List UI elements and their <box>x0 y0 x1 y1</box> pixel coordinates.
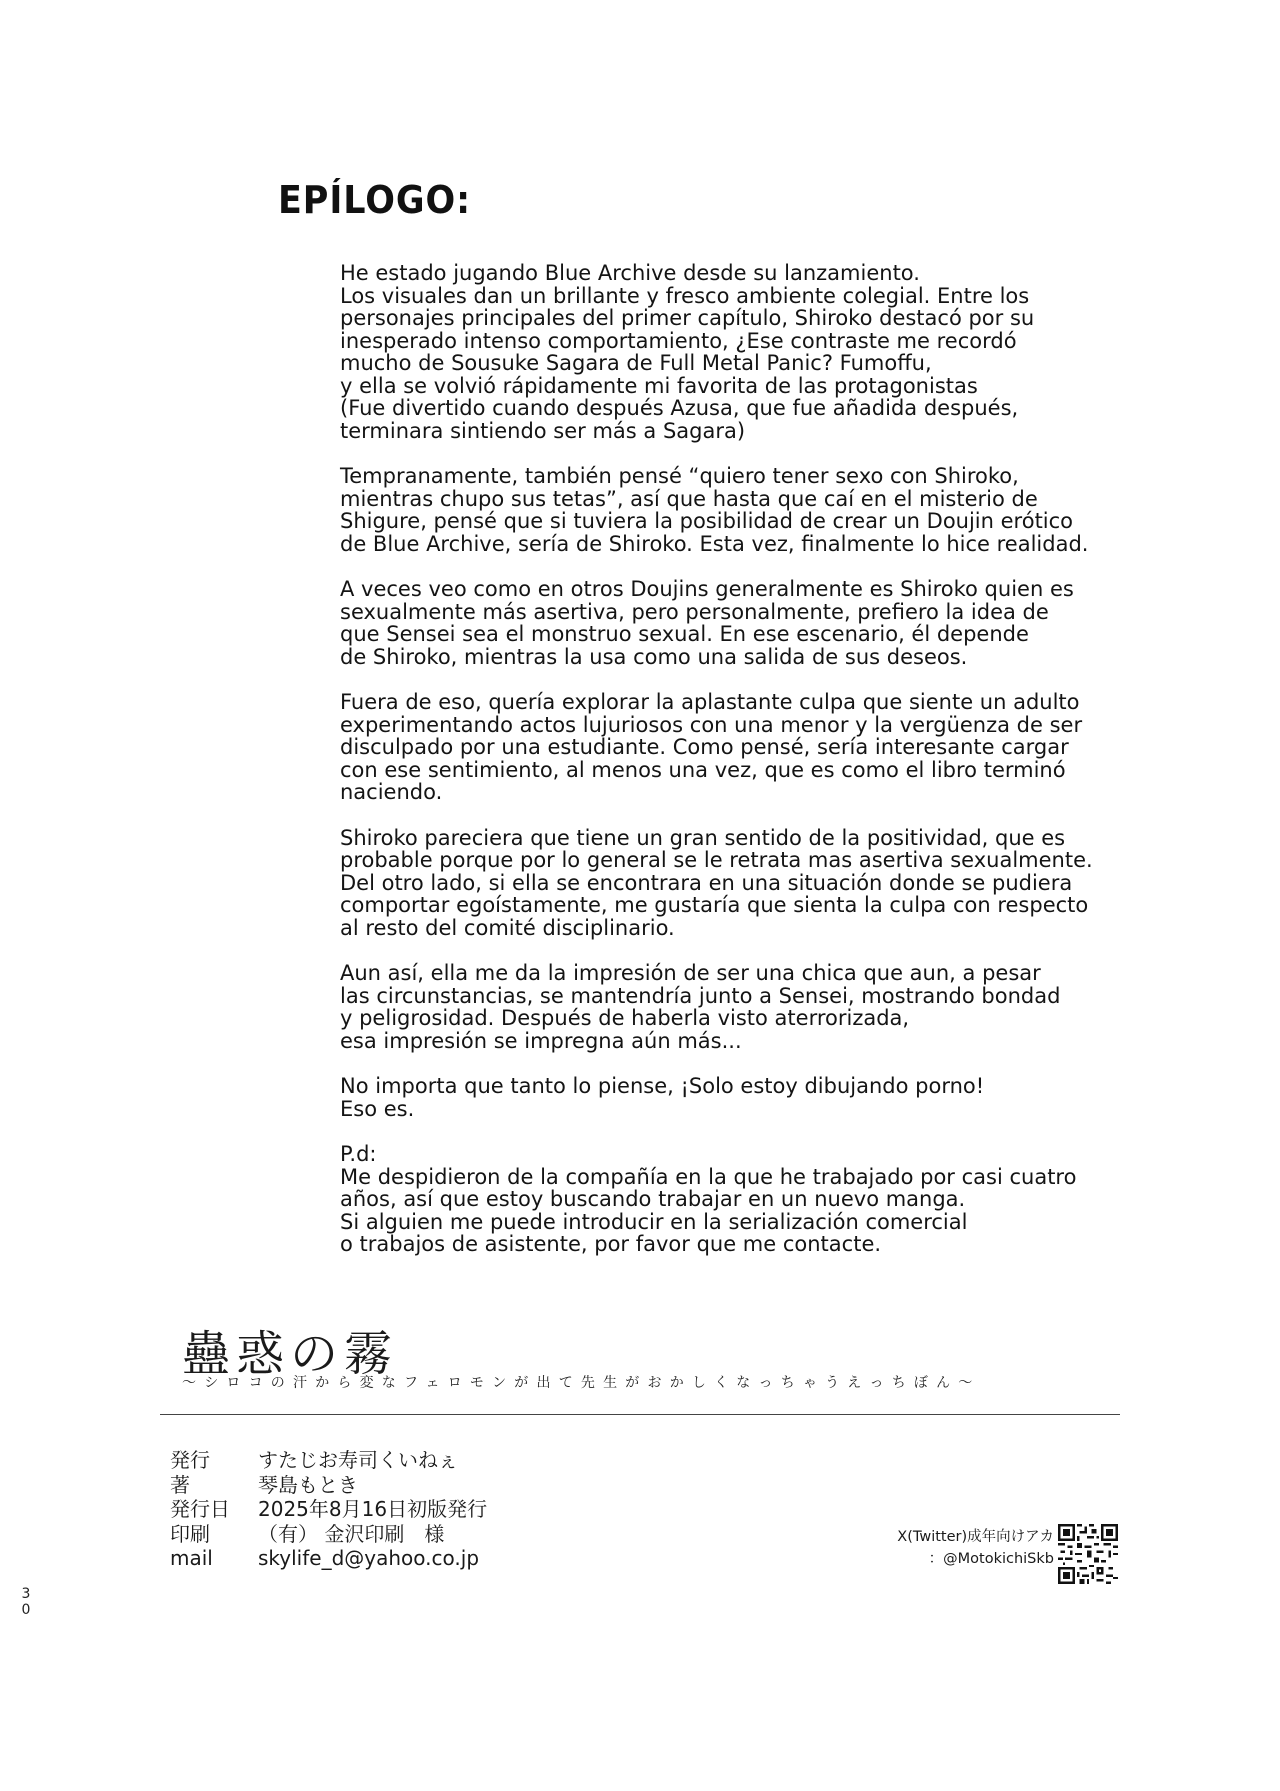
credit-value: すたじお寿司くいねぇ <box>258 1448 458 1472</box>
epilogue-paragraph <box>340 1143 1160 1256</box>
paragraph-line: las circunstancias, se mantendría junto a Sensei, mostrando bondad <box>340 983 1061 1008</box>
paragraph-line: y peligrosidad. Después de haberla visto aterrorizada, <box>340 1006 910 1030</box>
credit-value: skylife_d@yahoo.co.jp <box>258 1546 480 1570</box>
qr-code-icon <box>1058 1524 1118 1584</box>
paragraph-line: naciendo. <box>340 780 443 804</box>
paragraph-line: P.d: <box>340 1142 377 1166</box>
paragraph-line: esa impresión se impregna aún más... <box>340 1028 742 1053</box>
epilogue-paragraph <box>340 1075 1160 1120</box>
page-number-digit: 0 <box>21 1602 31 1618</box>
social-account <box>858 1526 1054 1570</box>
paragraph-line: experimentando actos lujuriosos con una menor y la vergüenza de ser <box>340 712 1083 737</box>
credit-label: 発行日 <box>170 1497 230 1521</box>
epilogue-paragraph <box>340 465 1160 555</box>
paragraph-line: Eso es. <box>340 1096 415 1121</box>
credit-value: （有） 金沢印刷 様 <box>258 1521 445 1546</box>
credit-value: 琴島もとき <box>258 1472 358 1497</box>
credit-row-date <box>170 1497 487 1522</box>
paragraph-line: probable porque por lo general se le retrata mas asertiva sexualmente. <box>340 848 1093 872</box>
epilogue-paragraph <box>340 262 1160 442</box>
paragraph-line: y ella se volvió rápidamente mi favorita de las protagonistas <box>340 373 978 398</box>
credit-label: 著 <box>170 1472 190 1497</box>
social-handle: ：@MotokichiSkb <box>928 1551 1054 1567</box>
credit-label: 印刷 <box>170 1521 210 1546</box>
page-number <box>18 1586 34 1618</box>
paragraph-line: sexualmente más asertiva, pero personalmente, prefiero la idea de <box>340 599 1049 624</box>
paragraph-line: Aun así, ella me da la impresión de ser una chica que aun, a pesar <box>340 961 1041 985</box>
paragraph-line: mientras chupo sus tetas”, así que hasta que caí en el misterio de <box>340 486 1038 511</box>
credits-table <box>170 1448 487 1571</box>
paragraph-line: inesperado intenso comportamiento, ¿Ese contraste me recordó <box>340 328 1017 353</box>
page-number-digit: 3 <box>21 1586 31 1602</box>
paragraph-line: Los visuales dan un brillante y fresco ambiente colegial. Entre los <box>340 283 1030 308</box>
paragraph-line: de Blue Archive, sería de Shiroko. Esta vez, finalmente lo hice realidad. <box>340 531 1089 556</box>
credit-row-publisher <box>170 1448 487 1473</box>
paragraph-line: A veces veo como en otros Doujins generalmente es Shiroko quien es <box>340 577 1074 601</box>
paragraph-line: de Shiroko, mientras la usa como una salida de sus deseos. <box>340 644 968 669</box>
paragraph-line: Shiroko pareciera que tiene un gran sentido de la positividad, que es <box>340 825 1066 850</box>
paragraph-line: Tempranamente, también pensé “quiero tener sexo con Shiroko, <box>340 464 1019 488</box>
paragraph-line: Shigure, pensé que si tuviera la posibilidad de crear un Doujin erótico <box>340 509 1074 533</box>
colophon-divider <box>160 1414 1120 1415</box>
paragraph-line: que Sensei sea el monstruo sexual. En ese escenario, él depende <box>340 622 1029 646</box>
credit-row-mail <box>170 1546 487 1571</box>
credit-label: mail <box>170 1546 213 1570</box>
paragraph-line: terminara sintiendo ser más a Sagara) <box>340 418 746 443</box>
paragraph-line: disculpado por una estudiante. Como pensé, sería interesante cargar <box>340 735 1069 759</box>
paragraph-line: personajes principales del primer capítulo, Shiroko destacó por su <box>340 306 1035 330</box>
credit-label: 発行 <box>170 1448 210 1472</box>
book-subtitle: 〜シロコの汗から変なフェロモンが出て先生がおかしくなっちゃうえっちぼん〜 <box>182 1375 981 1391</box>
paragraph-line: (Fue divertido cuando después Azusa, que fue añadida después, <box>340 396 1019 420</box>
paragraph-line: al resto del comité disciplinario. <box>340 915 675 940</box>
paragraph-line: con ese sentimiento, al menos una vez, que es como el libro terminó <box>340 757 1066 782</box>
paragraph-line: Fuera de eso, quería explorar la aplastante culpa que siente un adulto <box>340 690 1080 714</box>
credit-row-printer <box>170 1522 487 1547</box>
paragraph-line: Me despidieron de la compañía en la que he trabajado por casi cuatro <box>340 1164 1077 1189</box>
epilogue-paragraph <box>340 962 1160 1052</box>
epilogue-paragraph <box>340 578 1160 668</box>
paragraph-line: Del otro lado, si ella se encontrara en una situación donde se pudiera <box>340 870 1073 895</box>
social-label: X(Twitter)成年向けアカ <box>897 1529 1054 1545</box>
paragraph-line: He estado jugando Blue Archive desde su lanzamiento. <box>340 261 920 285</box>
paragraph-line: comportar egoístamente, me gustaría que sienta la culpa con respecto <box>340 893 1089 917</box>
book-title: 蠱惑の霧 <box>182 1326 399 1382</box>
credit-row-author <box>170 1473 487 1498</box>
epilogue-paragraph <box>340 827 1160 940</box>
paragraph-line: No importa que tanto lo piense, ¡Solo estoy dibujando porno! <box>340 1074 985 1098</box>
paragraph-line: Si alguien me puede introducir en la serialización comercial <box>340 1209 968 1234</box>
epilogue-title: EPÍLOGO: <box>278 178 472 222</box>
epilogue-paragraph <box>340 691 1160 804</box>
paragraph-line: años, así que estoy buscando trabajar en un nuevo manga. <box>340 1187 966 1211</box>
credit-value: 2025年8月16日初版発行 <box>258 1497 488 1521</box>
paragraph-line: mucho de Sousuke Sagara de Full Metal Panic? Fumoffu, <box>340 351 932 375</box>
epilogue-body <box>340 262 1160 1279</box>
paragraph-line: o trabajos de asistente, por favor que me contacte. <box>340 1232 882 1256</box>
